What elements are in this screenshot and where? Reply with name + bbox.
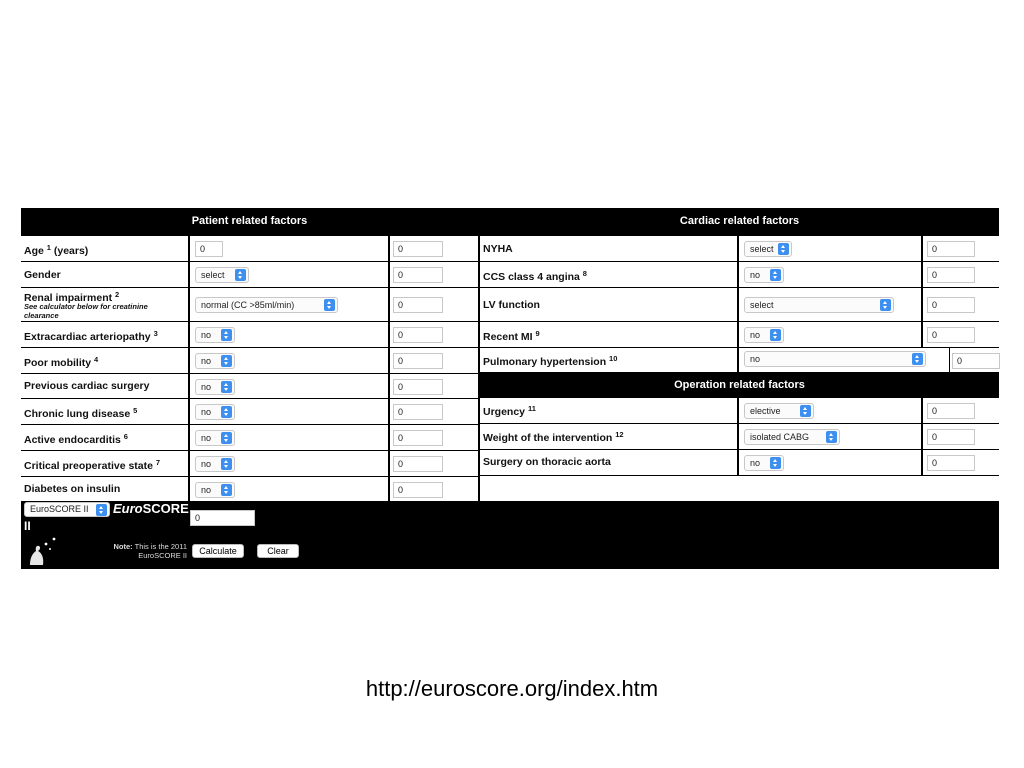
- brand-version: II: [24, 519, 31, 533]
- label-text: Renal impairment: [24, 292, 113, 304]
- ccs-class-4-angina-score[interactable]: 0: [927, 267, 975, 283]
- label-suffix: (years): [53, 245, 89, 257]
- poor-mobility-score[interactable]: 0: [393, 353, 443, 369]
- row-label-previous-cardiac-surgery: [21, 374, 188, 398]
- row-score-diabetes-on-insulin: [390, 477, 478, 501]
- row-score-age: [390, 236, 478, 261]
- surgery-on-thoracic-aorta-select[interactable]: [744, 455, 784, 471]
- euroscore-calculator: [21, 208, 999, 569]
- label-gender: [24, 269, 61, 281]
- row-control-nyha: [739, 236, 921, 261]
- row-label-diabetes-on-insulin: [21, 477, 188, 501]
- row-score-surgery-on-thoracic-aorta: [923, 450, 999, 475]
- row-label-renal-impairment: [21, 288, 188, 321]
- chevron-updown-icon: [826, 431, 837, 443]
- urgency-score[interactable]: 0: [927, 403, 975, 419]
- row-control-extracardiac-arteriopathy: [190, 322, 388, 347]
- select-value: elective: [750, 406, 781, 416]
- extracardiac-arteriopathy-score[interactable]: 0: [393, 327, 443, 343]
- chevron-updown-icon: [221, 484, 232, 496]
- chevron-updown-icon: [221, 458, 232, 470]
- row-score-ccs-class-4-angina: [923, 262, 999, 287]
- select-value: isolated CABG: [750, 432, 810, 442]
- label-recent-mi: [483, 329, 540, 343]
- note-label: Note:: [113, 542, 133, 551]
- chevron-updown-icon: [221, 329, 232, 341]
- chevron-updown-icon: [221, 406, 232, 418]
- select-value: normal (CC >85ml/min): [201, 300, 295, 310]
- select-value: no: [201, 356, 212, 366]
- row-score-renal-impairment: [390, 288, 478, 321]
- chevron-updown-icon: [221, 432, 232, 444]
- chronic-lung-disease-select[interactable]: [195, 404, 235, 420]
- brand-euro: Euro: [113, 501, 143, 516]
- row-control-previous-cardiac-surgery: [190, 374, 388, 398]
- footnote-number: 11: [527, 404, 536, 413]
- source-url-caption: http://euroscore.org/index.htm: [365, 676, 659, 701]
- label-active-endocarditis: [24, 432, 128, 446]
- row-score-nyha: [923, 236, 999, 261]
- note-text-line2: EuroSCORE II: [138, 551, 187, 560]
- row-score-previous-cardiac-surgery: [390, 374, 478, 398]
- label-text: Weight of the intervention: [483, 432, 613, 444]
- cardiac-factors-header: Cardiac related factors: [480, 208, 999, 235]
- row-control-surgery-on-thoracic-aorta: [739, 450, 921, 475]
- select-value: no: [201, 330, 212, 340]
- row-label-pulmonary-hypertension: [480, 348, 737, 372]
- calculate-button[interactable]: Calculate: [192, 544, 244, 558]
- label-surgery-on-thoracic-aorta: [483, 456, 611, 468]
- label-pulmonary-hypertension: [483, 354, 617, 368]
- poor-mobility-select[interactable]: [195, 353, 235, 369]
- label-text: Diabetes on insulin: [24, 483, 121, 495]
- gender-score[interactable]: 0: [393, 267, 443, 283]
- row-control-active-endocarditis: [190, 425, 388, 450]
- chevron-updown-icon: [880, 299, 891, 311]
- row-control-gender: [190, 262, 388, 287]
- label-chronic-lung-disease: [24, 406, 137, 420]
- chevron-updown-icon: [778, 243, 789, 255]
- select-value: no: [750, 458, 761, 468]
- label-text: Gender: [24, 269, 61, 281]
- recent-mi-score[interactable]: 0: [927, 327, 975, 343]
- critical-preoperative-state-score[interactable]: 0: [393, 456, 443, 472]
- label-text: Chronic lung disease: [24, 408, 131, 420]
- label-text: NYHA: [483, 243, 513, 255]
- label-previous-cardiac-surgery: [24, 380, 149, 392]
- label-text: LV function: [483, 299, 540, 311]
- diabetes-on-insulin-select[interactable]: [195, 482, 235, 498]
- critical-preoperative-state-select[interactable]: [195, 456, 235, 472]
- footnote-number: 8: [582, 269, 587, 278]
- diabetes-on-insulin-score[interactable]: 0: [393, 482, 443, 498]
- footnote-number: 4: [94, 355, 99, 364]
- row-score-lv-function: [923, 288, 999, 321]
- row-control-lv-function: [739, 288, 921, 321]
- age-input[interactable]: 0: [195, 241, 223, 257]
- nyha-score[interactable]: 0: [927, 241, 975, 257]
- footnote-number: 7: [155, 458, 161, 467]
- extracardiac-arteriopathy-select[interactable]: [195, 327, 235, 343]
- chevron-updown-icon: [324, 299, 335, 311]
- chevron-updown-icon: [221, 355, 232, 367]
- label-lv-function: [483, 299, 540, 311]
- select-value: no: [201, 382, 212, 392]
- select-value: select: [750, 244, 774, 254]
- gender-select[interactable]: [195, 267, 249, 283]
- row-score-pulmonary-hypertension: [950, 348, 999, 372]
- lv-function-select[interactable]: [744, 297, 894, 313]
- label-text: Pulmonary hypertension: [483, 356, 607, 368]
- lv-function-score[interactable]: 0: [927, 297, 975, 313]
- logo-figure-icon: [24, 535, 64, 569]
- row-score-gender: [390, 262, 478, 287]
- label-text: Previous cardiac surgery: [24, 380, 150, 392]
- previous-cardiac-surgery-score[interactable]: 0: [393, 379, 443, 395]
- row-label-age: [21, 236, 188, 261]
- chevron-updown-icon: [235, 269, 246, 281]
- footnote-number: 3: [153, 329, 158, 338]
- select-value: select: [750, 300, 774, 310]
- label-critical-preoperative-state: [24, 458, 160, 472]
- patient-factors-header: Patient related factors: [21, 208, 478, 235]
- row-label-gender: [21, 262, 188, 287]
- row-control-recent-mi: [739, 322, 921, 347]
- row-control-diabetes-on-insulin: [190, 477, 388, 501]
- row-score-poor-mobility: [390, 348, 478, 373]
- surgery-on-thoracic-aorta-score[interactable]: 0: [927, 455, 975, 471]
- euroscore-result-field[interactable]: 0: [190, 510, 255, 526]
- row-control-critical-preoperative-state: [190, 451, 388, 476]
- select-value: select: [201, 270, 225, 280]
- label-text: Poor mobility: [24, 357, 92, 369]
- age-score[interactable]: 0: [393, 241, 443, 257]
- nyha-select[interactable]: [744, 241, 792, 257]
- row-control-renal-impairment: [190, 288, 388, 321]
- row-control-weight-of-the-intervention: [739, 424, 921, 449]
- footnote-number: 10: [609, 354, 618, 363]
- select-value: no: [750, 330, 761, 340]
- label-text: Recent MI: [483, 331, 533, 343]
- row-label-chronic-lung-disease: [21, 399, 188, 424]
- renal-calculator-note: See calculator below for creatinine clearance: [24, 302, 148, 320]
- label-urgency: [483, 404, 536, 418]
- label-text: Active endocarditis: [24, 434, 121, 446]
- row-label-surgery-on-thoracic-aorta: [480, 450, 737, 475]
- renal-impairment-score[interactable]: 0: [393, 297, 443, 313]
- version-select[interactable]: EuroSCORE II: [24, 502, 110, 517]
- brand-score: SCORE: [142, 501, 189, 516]
- label-text: CCS class 4 angina: [483, 271, 580, 283]
- active-endocarditis-select[interactable]: [195, 430, 235, 446]
- euroscore-brand: [113, 502, 189, 516]
- row-control-chronic-lung-disease: [190, 399, 388, 424]
- renal-impairment-select[interactable]: [195, 297, 338, 313]
- label-text: Surgery on thoracic aorta: [483, 456, 611, 468]
- pulmonary-hypertension-select[interactable]: [744, 351, 926, 367]
- row-label-active-endocarditis: [21, 425, 188, 450]
- label-diabetes-on-insulin: [24, 483, 120, 495]
- footnote-number: 6: [123, 432, 128, 441]
- select-value: no: [201, 433, 212, 443]
- row-control-poor-mobility: [190, 348, 388, 373]
- row-score-recent-mi: [923, 322, 999, 347]
- label-extracardiac-arteriopathy: [24, 329, 158, 343]
- row-label-nyha: [480, 236, 737, 261]
- label-poor-mobility: [24, 355, 98, 369]
- weight-of-the-intervention-select[interactable]: [744, 429, 840, 445]
- select-value: no: [750, 270, 761, 280]
- select-value: no: [750, 354, 761, 364]
- row-score-extracardiac-arteriopathy: [390, 322, 478, 347]
- operation-factors-header: Operation related factors: [480, 373, 999, 397]
- chevron-updown-icon: [912, 353, 923, 365]
- chevron-updown-icon: [770, 329, 781, 341]
- label-text: Age: [24, 245, 44, 257]
- recent-mi-select[interactable]: [744, 327, 784, 343]
- row-score-weight-of-the-intervention: [923, 424, 999, 449]
- previous-cardiac-surgery-select[interactable]: [195, 379, 235, 395]
- chronic-lung-disease-score[interactable]: 0: [393, 404, 443, 420]
- select-value: no: [201, 485, 212, 495]
- active-endocarditis-score[interactable]: 0: [393, 430, 443, 446]
- row-score-active-endocarditis: [390, 425, 478, 450]
- footnote-number: 1: [46, 243, 51, 252]
- label-ccs-class-4-angina: [483, 269, 587, 283]
- row-label-poor-mobility: [21, 348, 188, 373]
- ccs-class-4-angina-select[interactable]: [744, 267, 784, 283]
- footnote-number: 9: [535, 329, 540, 338]
- label-text: Extracardiac arteriopathy: [24, 331, 151, 343]
- chevron-updown-icon: [221, 381, 232, 393]
- row-label-lv-function: [480, 288, 737, 321]
- row-label-urgency: [480, 398, 737, 423]
- empty-area-right: [480, 476, 999, 501]
- row-score-urgency: [923, 398, 999, 423]
- clear-button[interactable]: Clear: [257, 544, 299, 558]
- row-control-ccs-class-4-angina: [739, 262, 921, 287]
- label-text: Critical preoperative state: [24, 460, 153, 472]
- row-label-recent-mi: [480, 322, 737, 347]
- row-score-chronic-lung-disease: [390, 399, 478, 424]
- label-nyha: [483, 243, 513, 255]
- version-note: [105, 542, 187, 560]
- row-score-critical-preoperative-state: [390, 451, 478, 476]
- weight-of-the-intervention-score[interactable]: 0: [927, 429, 975, 445]
- row-label-ccs-class-4-angina: [480, 262, 737, 287]
- chevron-updown-icon: [770, 457, 781, 469]
- select-value: no: [201, 407, 212, 417]
- row-label-weight-of-the-intervention: [480, 424, 737, 449]
- label-age: [24, 243, 88, 257]
- row-control-urgency: [739, 398, 921, 423]
- pulmonary-hypertension-score[interactable]: 0: [952, 353, 1000, 369]
- footnote-number: 2: [115, 290, 120, 299]
- urgency-select[interactable]: [744, 403, 814, 419]
- row-control-age: [190, 236, 388, 261]
- footnote-number: 5: [133, 406, 138, 415]
- select-value: no: [201, 459, 212, 469]
- row-label-critical-preoperative-state: [21, 451, 188, 476]
- footnote-number: 12: [615, 430, 624, 439]
- row-control-pulmonary-hypertension: [739, 348, 949, 372]
- chevron-updown-icon: [800, 405, 811, 417]
- chevron-updown-icon: [770, 269, 781, 281]
- chevron-updown-icon: [96, 504, 107, 516]
- note-text: This is the 2011: [134, 542, 187, 551]
- label-text: Urgency: [483, 406, 526, 418]
- row-label-extracardiac-arteriopathy: [21, 322, 188, 347]
- label-weight-of-the-intervention: [483, 430, 624, 444]
